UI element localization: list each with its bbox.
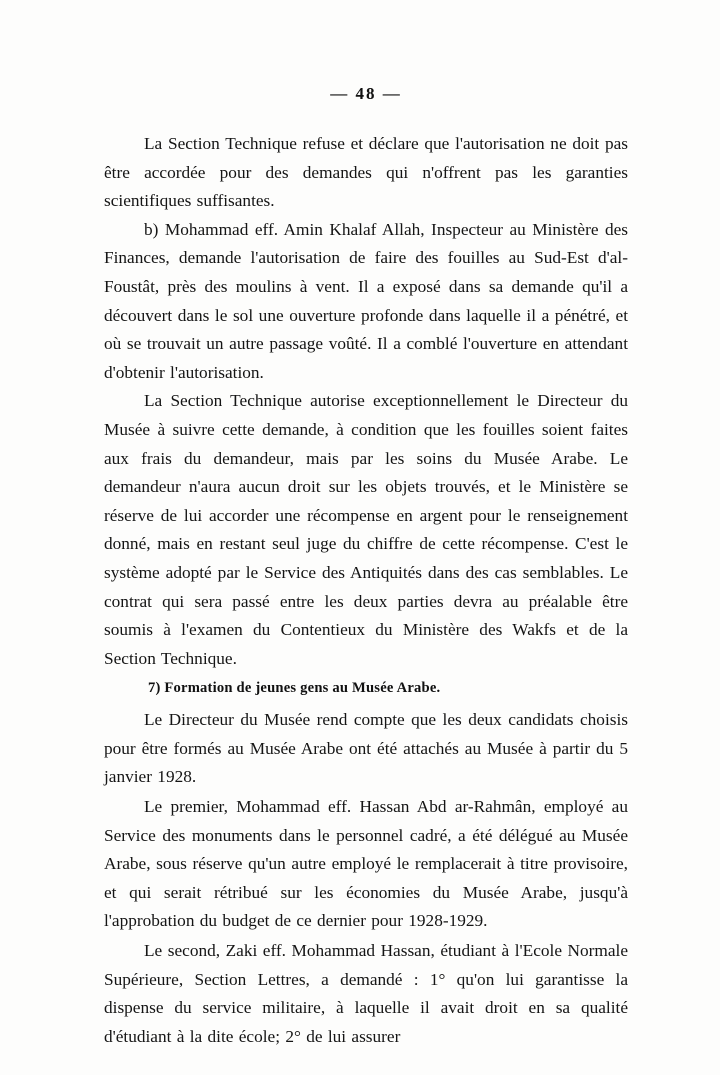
paragraph: Le premier, Mohammad eff. Hassan Abd ar-Rahmân, employé au Service des monuments dans le personnel cadré, a été délégué au Musée Arabe, sous réserve qu'un autre employé le remplacerait à titre provisoire, et qui serait rétribué sur les économies du Musée Arabe, jusqu'à l'approbation du budget de ce dernier pour 1928-1929. [104,797,628,931]
page-number: — 48 — [330,84,402,103]
paragraph: La Section Technique autorise exceptionnellement le Directeur du Musée à suivre cette demande, à condition que les fouilles soient faites aux frais du demandeur, mais par les soins du Musée Arabe. Le demandeur n'aura aucun droit sur les objets trouvés, et le Ministère se réserve de lui accorder une récompense en argent pour le renseignement donné, mais en restant seul juge du chiffre de cette récompense. C'est le système adopté par le Service des Antiquités dans des cas semblables. Le contrat qui sera passé entre les deux parties devra au préalable être soumis à l'examen du Contentieux du Ministère des Wakfs et de la Section Technique. [104,391,628,668]
section-heading: 7) Formation de jeunes gens au Musée Arabe. [148,680,441,697]
paragraph: b) Mohammad eff. Amin Khalaf Allah, Inspecteur au Ministère des Finances, demande l'autorisation de faire des fouilles au Sud-Est d'al-Foustât, près des moulins à vent. Il a exposé dans sa demande qu'il a découvert dans le sol une ouverture profonde dans laquelle il a pénétré, et où se trouvait un autre passage voûté. Il a comblé l'ouverture en attendant d'obtenir l'autorisation. [104,219,628,382]
paragraph: Le second, Zaki eff. Mohammad Hassan, étudiant à l'Ecole Normale Supérieure, Section Lettres, a demandé : 1° qu'on lui garantisse la dispense du service militaire, à laquelle il avait droit en sa qualité d'étudiant à la dite école; 2° de lui assurer [104,941,628,1046]
paragraph: La Section Technique refuse et déclare que l'autorisation ne doit pas être accordée pour des demandes qui n'offrent pas les garanties scientifiques suffisantes. [104,134,628,211]
paragraph: Le Directeur du Musée rend compte que les deux candidats choisis pour être formés au Musée Arabe ont été attachés au Musée à partir du 5 janvier 1928. [104,710,628,787]
